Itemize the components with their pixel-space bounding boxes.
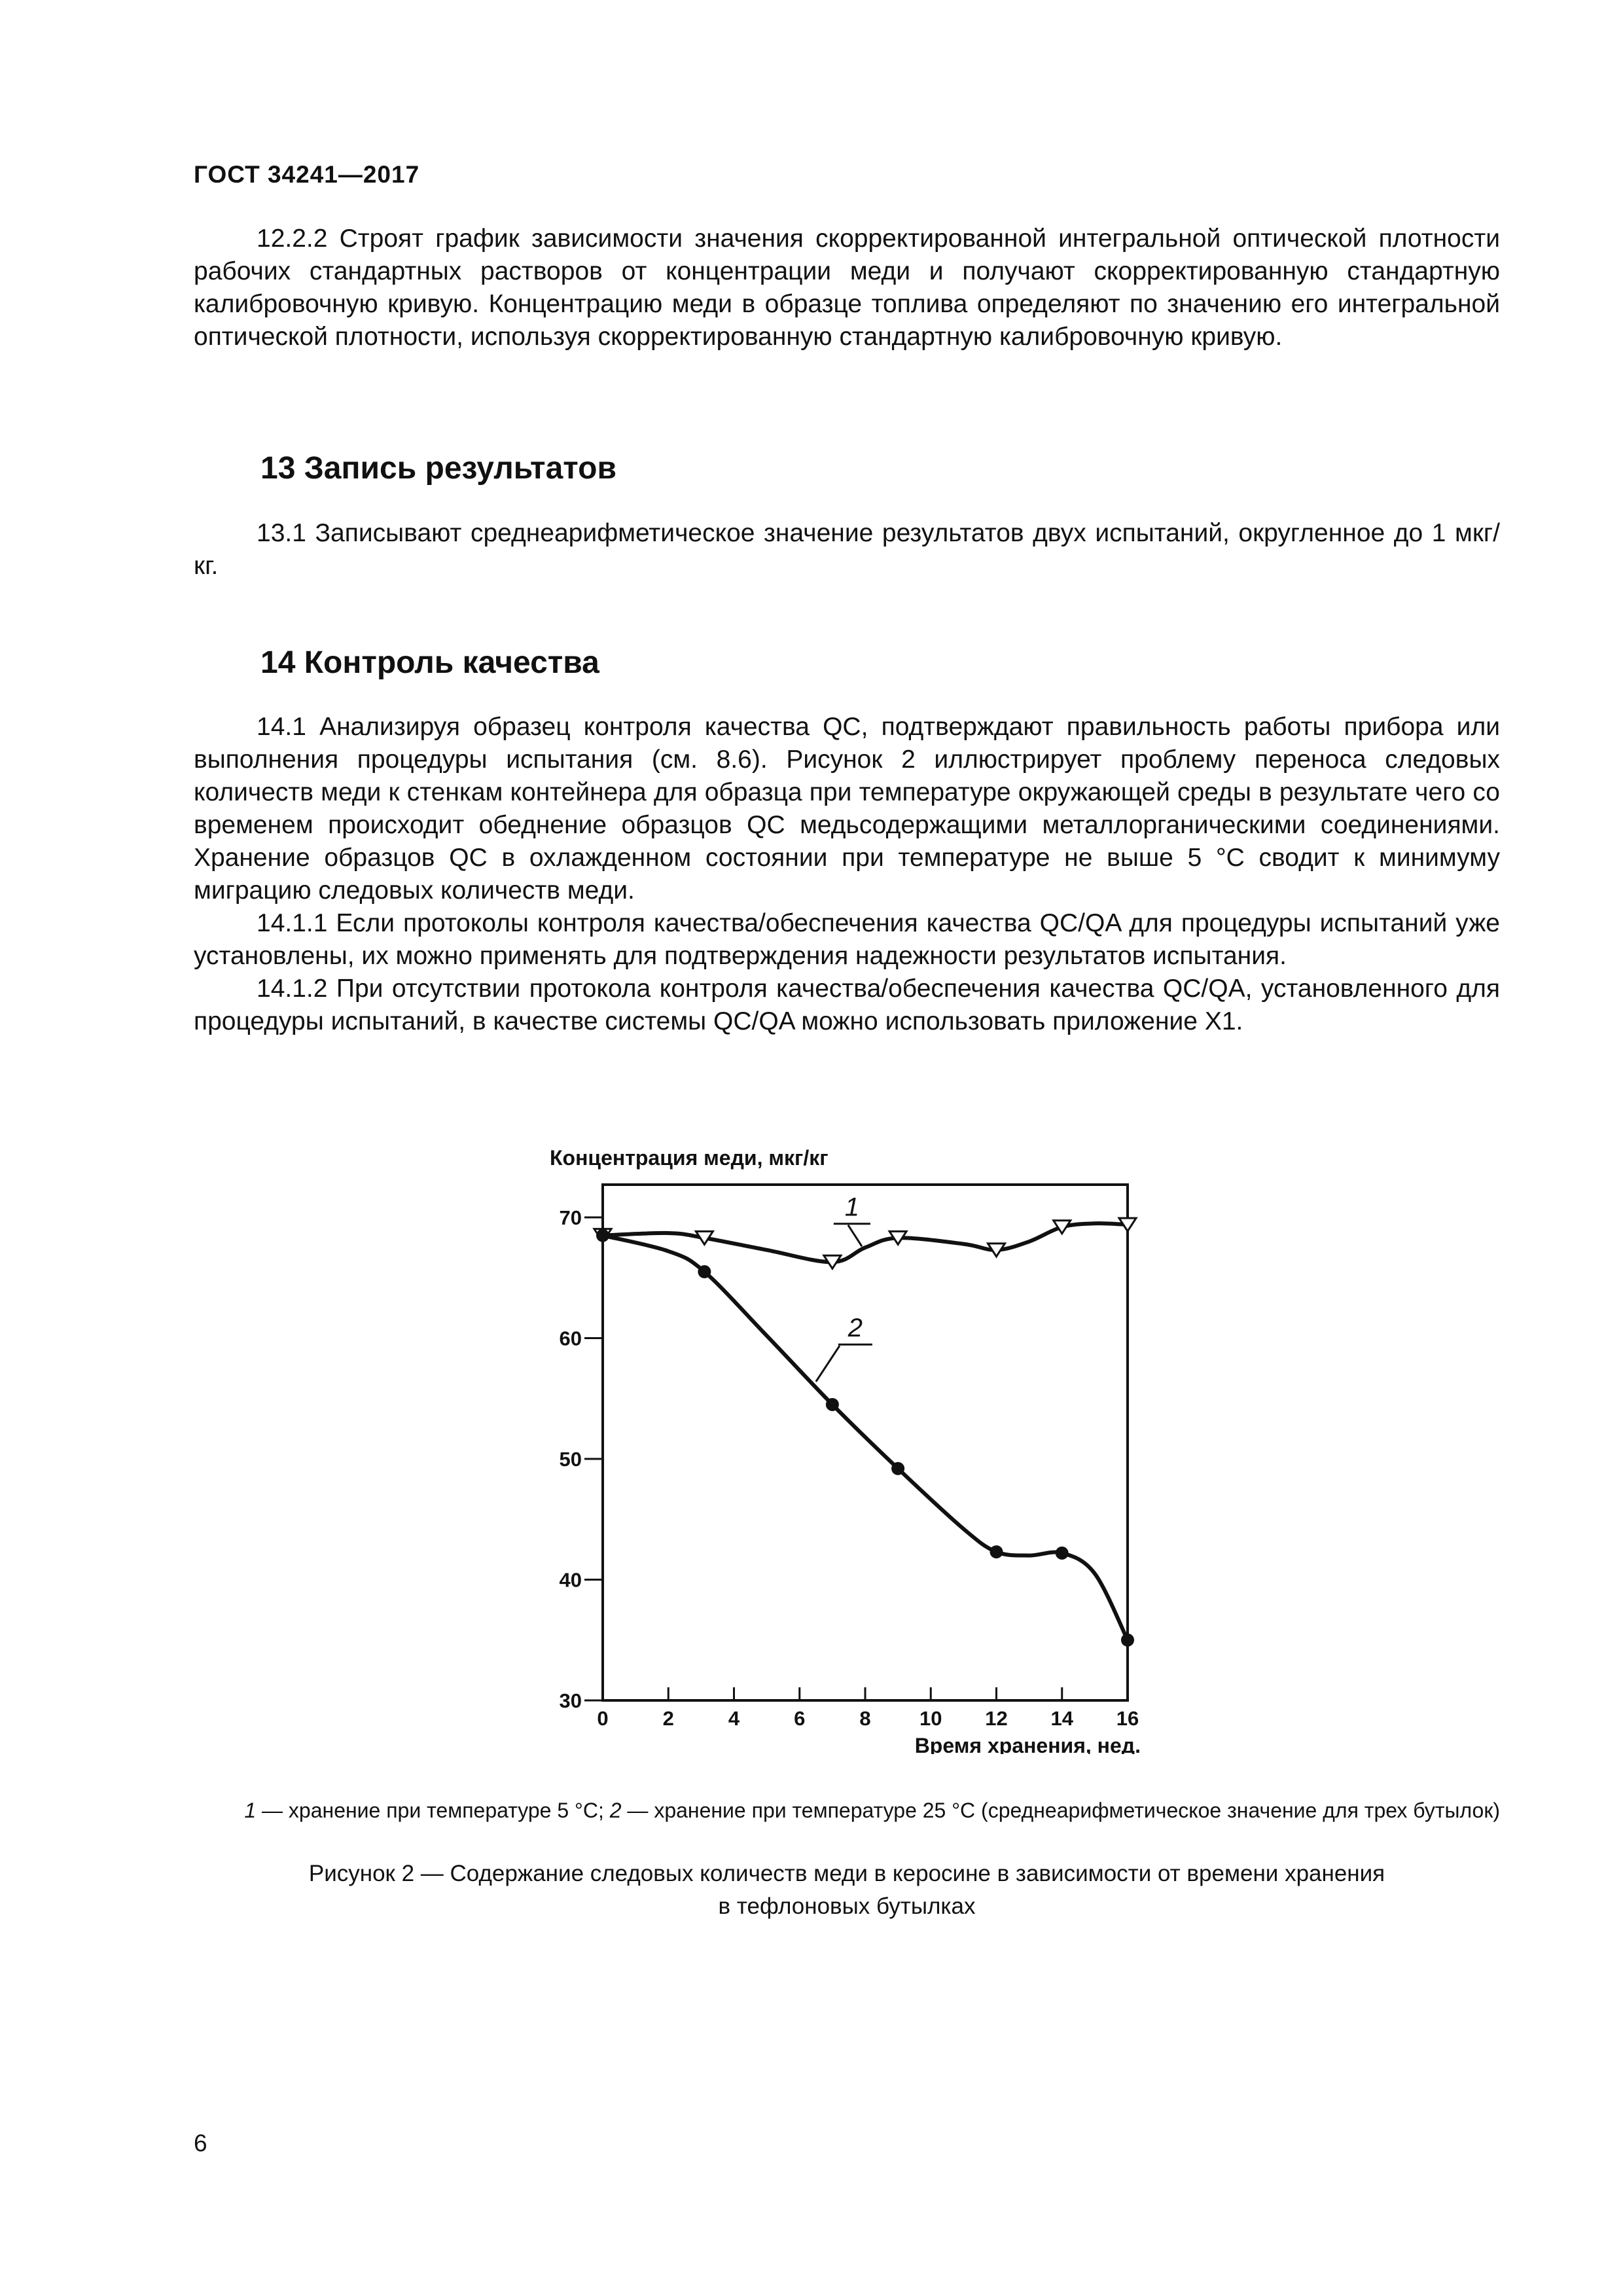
y-tick-label-70: 70 [559,1206,582,1229]
figure-caption-line-1: Рисунок 2 — Содержание следовых количеств меди в керосине в зависимости от времени хранения [308,1861,1385,1886]
section-13-text [194,517,1500,583]
x-tick-label-6: 6 [794,1707,806,1730]
paragraph-14-1: 14.1 Анализируя образец контроля качества QC, подтверждают правильность работы прибора или выполнения процедуры испытания (см. 8.6). Рисунок 2 иллюстрирует проблему переноса следовых количеств меди к стенкам контейнера для образца при температуре окружающей среды в результате чего со временем происходит обеднение образцов QC медьсодержащими металлорганическими соединениями. Хранение образцов QC в охлажденном состоянии при температуре не выше 5 °С сводит к минимуму миграцию следовых количеств меди. [194,713,1500,905]
y-axis-label: Концентрация меди, мкг/кг [550,1146,829,1170]
x-tick-label-16: 16 [1116,1707,1139,1730]
legend-note-number-2: 2 [609,1799,622,1822]
paragraph-13-1: 13.1 Записывают среднеарифметическое значение результатов двух испытаний, округленное до 1 мкг/кг. [194,519,1500,580]
figure-legend-note [194,1799,1500,1823]
x-tick-label-10: 10 [919,1707,942,1730]
plot-frame [603,1185,1128,1700]
series-2-point-6 [1121,1634,1134,1647]
y-tick-label-40: 40 [559,1568,582,1592]
copper-concentration-chart [550,1139,1152,1754]
legend-note-text-1: — хранение при температуре 5 °С; [256,1799,610,1822]
x-tick-label-2: 2 [662,1707,674,1730]
series-2-point-4 [990,1545,1003,1558]
figure-2 [550,1139,1152,1757]
x-tick-label-14: 14 [1050,1707,1073,1730]
series-2-point-5 [1056,1547,1069,1560]
x-tick-label-12: 12 [985,1707,1008,1730]
series-annotation-1: 1 [844,1193,860,1222]
x-axis-label: Время хранения, нед. [914,1734,1141,1754]
section-13-title: 13 Запись результатов [260,451,616,486]
series-2-line [603,1236,1128,1640]
page-number: 6 [194,2130,207,2157]
series-2-point-1 [698,1265,711,1278]
page-header: ГОСТ 34241—2017 [194,161,420,188]
paragraph-12-2-2: 12.2.2 Строят график зависимости значения скорректированной интегральной оптической плотности рабочих стандартных растворов от концентрации меди и получают скорректированную стандартную калибровочную кривую. Концентрацию меди в образце топлива определяют по значению его интегральной оптической плотности, используя скорректированную стандартную калибровочную кривую. [194,224,1500,351]
paragraph-14-1-2: 14.1.2 При отсутствии протокола контроля качества/обеспечения качества QC/QA, установленного для процедуры испытаний, в качестве системы QC/QA можно использовать приложение Х1. [194,975,1500,1035]
y-tick-label-30: 30 [559,1689,582,1712]
legend-note-text-2: — хранение при температуре 25 °С (среднеарифметическое значение для трех бутылок) [621,1799,1500,1822]
annotation-2-leader [816,1346,840,1382]
x-tick-label-0: 0 [597,1707,609,1730]
figure-caption-line-2: в тефлоновых бутылках [718,1893,976,1919]
y-tick-label-50: 50 [559,1448,582,1471]
series-2-point-2 [826,1398,839,1411]
section-14-text [194,711,1500,1038]
annotation-1-leader [848,1225,862,1247]
paragraph-14-1-1: 14.1.1 Если протоколы контроля качества/обеспечения качества QC/QA для процедуры испытаний уже установлены, их можно применять для подтверждения надежности результатов испытания. [194,909,1500,970]
series-2-point-0 [596,1229,609,1242]
x-tick-label-8: 8 [859,1707,871,1730]
x-tick-label-4: 4 [728,1707,740,1730]
figure-caption [194,1857,1500,1923]
series-annotation-2: 2 [847,1314,863,1343]
series-2-point-3 [891,1462,904,1475]
y-tick-label-60: 60 [559,1327,582,1350]
legend-note-number-1: 1 [244,1799,257,1822]
section-12-text [194,223,1500,353]
section-14-title: 14 Контроль качества [260,645,599,680]
